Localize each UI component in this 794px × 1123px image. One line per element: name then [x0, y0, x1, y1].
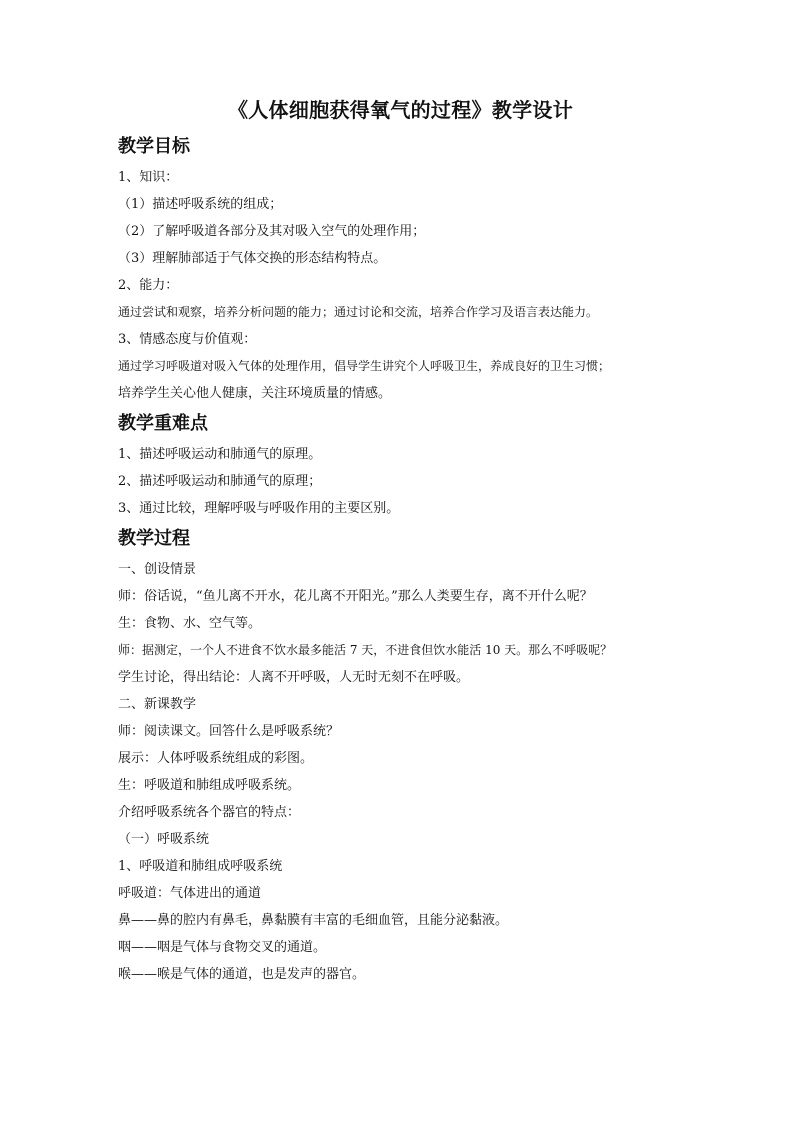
paragraph-line: 呼吸道：气体进出的通道 — [118, 886, 262, 901]
paragraph-line: 1、呼吸道和肺组成呼吸系统 — [118, 859, 283, 874]
paragraph-line: 介绍呼吸系统各个器官的特点： — [118, 805, 301, 820]
paragraph-line: 2、能力： — [118, 278, 179, 293]
paragraph-line: 培养学生关心他人健康，关注环境质量的情感。 — [118, 386, 392, 401]
paragraph-line: （1）描述呼吸系统的组成； — [118, 197, 283, 212]
document-title: 《人体细胞获得氧气的过程》教学设计 — [227, 98, 574, 122]
paragraph-line: 二、新课教学 — [118, 697, 197, 712]
paragraph-line: 鼻——鼻的腔内有鼻毛，鼻黏膜有丰富的毛细血管，且能分泌黏液。 — [118, 913, 509, 928]
paragraph-line: 师：俗话说，“鱼儿离不开水，花儿离不开阳光。”那么人类要生存，离不开什么呢？ — [118, 589, 593, 604]
section-heading-key-points: 教学重难点 — [118, 413, 208, 434]
paragraph-line: 师：阅读课文。回答什么是呼吸系统？ — [118, 724, 340, 739]
paragraph-line: 喉——喉是气体的通道，也是发声的器官。 — [118, 967, 366, 982]
section-heading-process: 教学过程 — [118, 528, 190, 549]
paragraph-line: 3、通过比较，理解呼吸与呼吸作用的主要区别。 — [118, 501, 400, 516]
paragraph-line: 一、创设情景 — [118, 562, 197, 577]
paragraph-line: （一）呼吸系统 — [118, 832, 210, 847]
paragraph-line: 2、描述呼吸运动和肺通气的原理； — [118, 474, 322, 489]
paragraph-line: 学生讨论，得出结论：人离不开呼吸，人无时无刻不在呼吸。 — [118, 670, 470, 685]
document-page — [118, 95, 683, 988]
paragraph-line: 通过尝试和观察，培养分析问题的能力；通过讨论和交流，培养合作学习及语言表达能力。 — [118, 305, 599, 319]
paragraph-line: 师：据测定，一个人不进食不饮水最多能活 7 天，不进食但饮水能活 10 天。那么不呼吸呢？ — [118, 643, 613, 657]
paragraph-line: （3）理解肺部适于气体交换的形态结构特点。 — [118, 251, 387, 266]
paragraph-line: 通过学习呼吸道对吸入气体的处理作用，倡导学生讲究个人呼吸卫生，养成良好的卫生习惯； — [118, 359, 611, 373]
paragraph-line: 1、知识： — [118, 170, 179, 185]
paragraph-line: （2）了解呼吸道各部分及其对吸入空气的处理作用； — [118, 224, 426, 239]
paragraph-line: 咽——咽是气体与食物交叉的通道。 — [118, 940, 327, 955]
paragraph-line: 生：呼吸道和肺组成呼吸系统。 — [118, 778, 301, 793]
paragraph-line: 3、情感态度与价值观： — [118, 332, 257, 347]
section-heading-objectives: 教学目标 — [118, 136, 190, 157]
paragraph-line: 生：食物、水、空气等。 — [118, 616, 262, 631]
paragraph-line: 展示：人体呼吸系统组成的彩图。 — [118, 751, 314, 766]
paragraph-line: 1、描述呼吸运动和肺通气的原理。 — [118, 447, 322, 462]
